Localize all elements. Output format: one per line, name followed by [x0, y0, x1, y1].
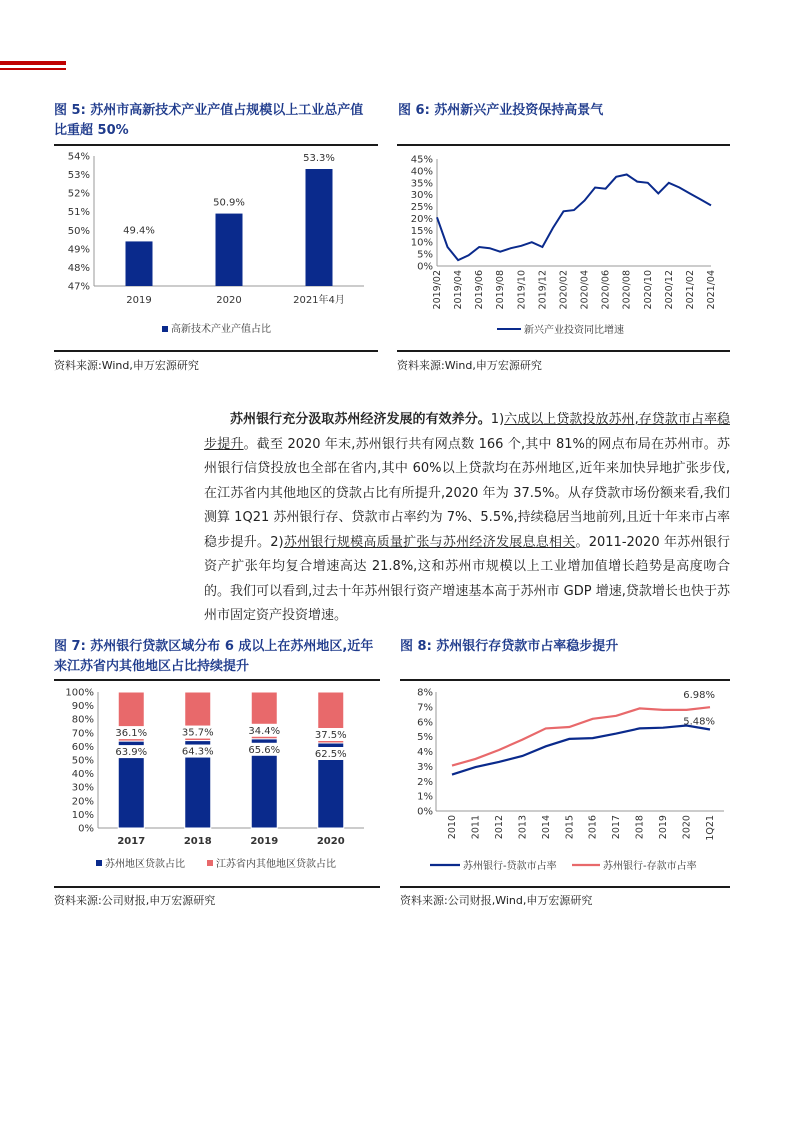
paragraph-text-1: 。截至 2020 年末,苏州银行共有网点数 166 个,其中 81%的网点布局在苏州市。苏州银行信贷投放也全部在省内,其中 60%以上贷款均在苏州地区,近年来加快异地扩张步伐,在江苏省内其他地区的贷款占比有所提升,2020 年为 37.5%。从存贷款市场份额来看,我们测算 1Q21 苏州银行存、贷款市占率约为 7%、5.5%,持续稳居当地前列,且近十年来市占率稳步提升。2): [204, 436, 730, 550]
fig5-y-tick-label: 51%: [67, 207, 90, 219]
header-accent-bar: [0, 61, 66, 65]
fig5-y-tick-label: 52%: [67, 188, 90, 200]
fig8-legend-label-loan: 苏州银行-贷款市占率: [463, 861, 557, 872]
fig6-y-tick-label: 35%: [410, 178, 433, 190]
fig6-x-tick-label: 2020/02: [558, 270, 570, 310]
fig6-x-tick-label: 2021/02: [684, 270, 696, 310]
fig7-y-tick-label: 10%: [71, 809, 94, 821]
fig8-x-tick-label: 2013: [517, 815, 529, 840]
fig8-loan-share-line: [452, 726, 710, 775]
fig7-legend-label-suzhou: 苏州地区贷款占比: [105, 859, 185, 870]
fig5-x-tick-label: 2019: [126, 295, 152, 306]
fig5-y-tick-label: 47%: [67, 281, 90, 293]
fig6-y-tick-label: 40%: [410, 166, 433, 178]
fig5-y-tick-label: 54%: [67, 151, 90, 163]
fig6-x-tick-label: 2019/04: [453, 270, 465, 310]
header-accent-bar-thin: [0, 68, 66, 70]
fig6-y-tick-label: 45%: [410, 154, 433, 166]
fig6-x-tick-label: 2019/02: [432, 270, 443, 310]
fig5-data-label: 50.9%: [213, 197, 245, 209]
fig5-y-tick-label: 48%: [67, 262, 90, 274]
fig7-x-tick-label: 2018: [183, 836, 212, 847]
fig8-x-tick-label: 2018: [634, 815, 646, 840]
fig7-y-tick-label: 30%: [71, 782, 94, 794]
fig8-y-tick-label: 6%: [417, 717, 433, 729]
fig6-y-tick-label: 15%: [410, 225, 433, 237]
fig6-title: 图 6: 苏州新兴产业投资保持高景气: [398, 103, 604, 118]
fig8-y-tick-label: 2%: [417, 776, 433, 788]
fig7-data-label: 37.5%: [314, 730, 347, 741]
fig5-y-tick-label: 49%: [67, 244, 90, 256]
paragraph-lead: 苏州银行充分汲取苏州经济发展的有效养分。: [230, 412, 491, 427]
fig8-y-tick-label: 7%: [417, 702, 433, 714]
fig5-data-label: 49.4%: [123, 225, 155, 237]
fig7-legend-swatch-other: [207, 860, 213, 866]
fig7-data-label: 64.3%: [181, 746, 214, 758]
fig5-title: 图 5: 苏州市高新技术产业产值占规模以上工业总产值比重超 50%: [54, 103, 364, 138]
fig8-deposit-share-line: [452, 707, 710, 765]
fig6-source: 资料来源:Wind,申万宏源研究: [397, 359, 542, 372]
fig7-data-label: 65.6%: [248, 744, 281, 756]
fig8-x-tick-label: 2019: [658, 815, 670, 840]
fig6-x-tick-label: 2020/06: [600, 270, 612, 310]
fig7-y-tick-label: 40%: [71, 769, 94, 781]
fig7-bottom-rule: [54, 886, 380, 888]
fig8-x-tick-label: 2020: [681, 815, 693, 840]
fig6-x-tick-label: 2019/06: [474, 270, 486, 310]
fig8-y-tick-label: 5%: [417, 732, 433, 744]
fig8-y-tick-label: 0%: [417, 806, 433, 818]
fig5-y-tick-label: 53%: [67, 170, 90, 182]
fig5-x-tick-label: 2021年4月: [293, 295, 345, 306]
fig5-bottom-rule: [54, 350, 378, 352]
fig5-legend-swatch: [162, 326, 168, 332]
fig8-x-tick-label: 2016: [587, 815, 599, 840]
fig7-data-label: 35.7%: [181, 727, 214, 739]
fig5-legend-label: 高新技术产业产值占比: [171, 324, 271, 335]
paragraph-text-2: 。2011-2020 年苏州银行资产扩张年均复合增速高达 21.8%,这和苏州市规模以上工业增加值增长趋势是高度吻合的。我们可以看到,过去十年苏州银行资产增速基本高于苏州市 GDP 增速,贷款增长也快于苏州市固定资产投资增速。: [204, 534, 731, 623]
fig7-data-label: 63.9%: [115, 747, 148, 759]
fig6-x-tick-label: 2020/04: [579, 270, 591, 310]
fig5-y-tick-label: 50%: [67, 225, 90, 237]
fig5-data-label: 53.3%: [303, 153, 335, 164]
fig8-x-tick-label: 2015: [564, 815, 576, 840]
fig6-series-line: [437, 175, 711, 261]
fig7-source: 资料来源:公司财报,申万宏源研究: [54, 894, 216, 907]
fig6-x-tick-label: 2020/12: [663, 270, 675, 310]
fig7-data-label: 62.5%: [314, 749, 347, 760]
fig8-x-tick-label: 2014: [540, 815, 552, 840]
fig6-y-tick-label: 0%: [417, 261, 433, 273]
fig8-y-tick-label: 1%: [417, 791, 433, 803]
fig7-y-tick-label: 70%: [71, 728, 94, 740]
fig5-chart: [54, 146, 380, 346]
fig8-source: 资料来源:公司财报,Wind,申万宏源研究: [400, 894, 593, 907]
paragraph-underline-2: 苏州银行规模高质量扩张与苏州经济发展息息相关: [283, 534, 576, 550]
fig7-y-tick-label: 20%: [71, 796, 94, 808]
fig8-x-tick-label: 2010: [447, 815, 458, 840]
fig5-source: 资料来源:Wind,申万宏源研究: [54, 359, 199, 372]
fig7-y-tick-label: 100%: [65, 687, 94, 699]
fig7-data-label: 36.1%: [115, 728, 148, 740]
fig8-y-tick-label: 8%: [417, 687, 433, 699]
fig6-x-tick-label: 2020/10: [642, 270, 654, 310]
fig8-x-tick-label: 1Q21: [705, 815, 716, 841]
fig7-legend-swatch-suzhou: [96, 860, 102, 866]
fig7-y-tick-label: 0%: [78, 823, 94, 835]
fig5-bar: [216, 214, 243, 286]
fig8-y-tick-label: 4%: [417, 747, 433, 758]
fig8-x-tick-label: 2012: [493, 815, 505, 840]
fig7-data-label: 34.4%: [248, 725, 281, 737]
fig7-y-tick-label: 80%: [71, 714, 94, 726]
fig6-y-tick-label: 10%: [410, 237, 433, 249]
fig7-x-tick-label: 2020: [316, 836, 345, 847]
fig8-y-tick-label: 3%: [417, 761, 433, 773]
fig6-x-tick-label: 2019/10: [516, 270, 528, 310]
fig8-legend-label-deposit: 苏州银行-存款市占率: [603, 861, 697, 872]
fig7-chart: [54, 681, 382, 881]
fig8-bottom-rule: [400, 886, 730, 888]
fig5-bar: [126, 241, 153, 286]
fig6-x-tick-label: 2019/12: [537, 270, 549, 310]
fig7-y-tick-label: 50%: [71, 755, 94, 767]
fig6-y-tick-label: 25%: [410, 202, 433, 214]
fig8-chart: [400, 681, 732, 881]
fig6-bottom-rule: [397, 350, 730, 352]
fig7-x-tick-label: 2019: [250, 836, 279, 847]
fig5-bar: [306, 169, 333, 286]
fig7-y-tick-label: 60%: [71, 741, 94, 753]
fig8-deposit-end-label: 6.98%: [683, 690, 715, 702]
fig7-title: 图 7: 苏州银行贷款区域分布 6 成以上在苏州地区,近年来江苏省内其他地区占比持续提升: [54, 639, 374, 674]
fig7-y-tick-label: 90%: [71, 701, 94, 713]
fig6-x-tick-label: 2019/08: [495, 270, 507, 310]
fig6-legend-label: 新兴产业投资同比增速: [524, 325, 624, 336]
fig8-loan-end-label: 5.48%: [683, 716, 715, 728]
fig6-y-tick-label: 5%: [417, 249, 433, 261]
fig6-y-tick-label: 30%: [410, 190, 433, 202]
paragraph-p1: 1): [490, 412, 505, 427]
fig7-legend-label-other: 江苏省内其他地区贷款占比: [216, 859, 336, 870]
fig7-x-tick-label: 2017: [117, 836, 146, 847]
body-paragraph: [204, 408, 730, 629]
fig6-x-tick-label: 2020/08: [621, 270, 633, 310]
fig8-x-tick-label: 2011: [470, 815, 482, 840]
fig6-y-tick-label: 20%: [410, 213, 433, 225]
paragraph-underline-1: 六成以上贷款投放苏州,存贷款市占率稳步提升: [204, 412, 730, 452]
fig8-title: 图 8: 苏州银行存贷款市占率稳步提升: [400, 639, 619, 654]
fig8-x-tick-label: 2017: [611, 815, 623, 840]
fig6-chart: [397, 146, 731, 346]
fig5-x-tick-label: 2020: [216, 295, 242, 306]
fig6-x-tick-label: 2021/04: [706, 270, 717, 310]
